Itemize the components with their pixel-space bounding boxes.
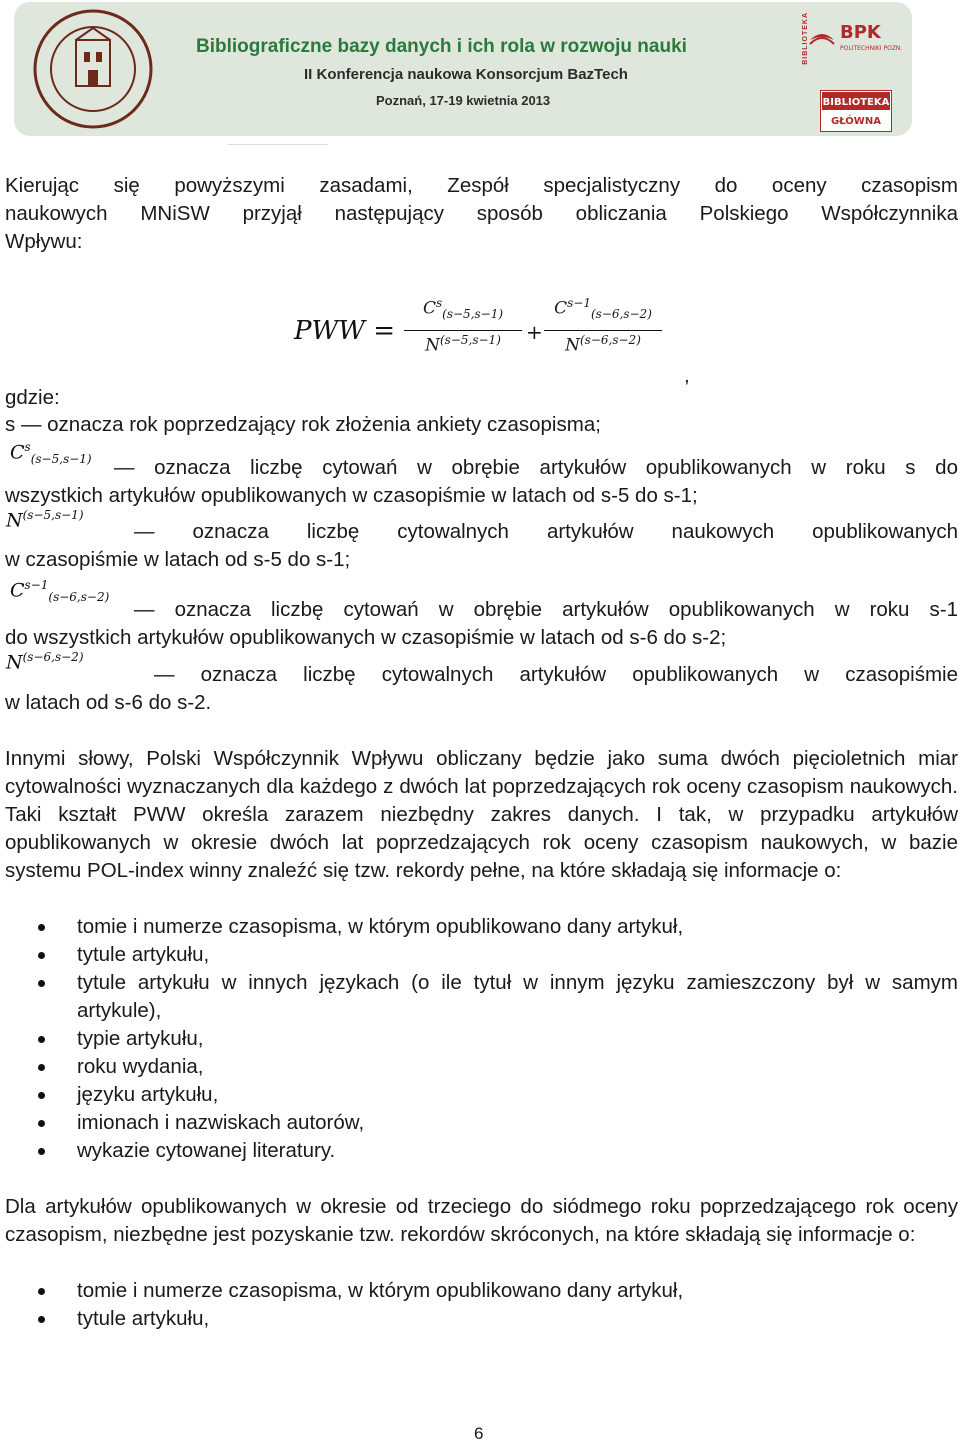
list-item: tytule artykułu, [0, 941, 958, 969]
frac2-denominator-symbol: N [565, 335, 580, 356]
c1-symbol: $C^s_{(s-5,s-1)}$ [10, 440, 92, 467]
c2-definition-line-1: — oznacza liczbę cytowań w obrębie artykułów opublikowanych w roku s-1 [134, 598, 958, 621]
intro-line-1: Kierując się powyższymi zasadami, Zespół specjalistyczny do oceny czasopism [5, 174, 958, 197]
svg-text:BIBLIOTEKA: BIBLIOTEKA [822, 97, 890, 108]
c1-definition-line-1: — oznacza liczbę cytowań w obrębie artykułów opublikowanych w roku s do [114, 456, 958, 479]
n2-symbol: $N^{(s-6,s-2)}$ [6, 650, 84, 674]
frac1-numerator-sub: (s−5,s−1) [442, 307, 504, 322]
c1-definition-line-2: wszystkich artykułów opublikowanych w czasopiśmie w latach od s-5 do s-1; [5, 484, 698, 507]
frac2-denominator-sup: (s−6,s−2) [580, 333, 641, 347]
list-item: języku artykułu, [0, 1081, 958, 1109]
n2-definition-line-2: w latach od s-6 do s-2. [5, 691, 212, 714]
list-item: imionach i nazwiskach autorów, [0, 1109, 958, 1137]
list-item: tytule artykułu w innych językach (o ile tytuł w innym języku zamieszczony był w samym artykule), [0, 969, 958, 1025]
list-item: typie artykułu, [0, 1025, 958, 1053]
conference-title: Bibliograficzne bazy danych i ich rola w rozwoju nauki [196, 36, 687, 57]
list-item: tomie i numerze czasopisma, w którym opublikowano dany artykuł, [0, 1277, 958, 1305]
frac2-numerator-sub: (s−6,s−2) [591, 307, 652, 322]
list-item: tytule artykułu, [0, 1305, 958, 1333]
c2-definition-line-2: do wszystkich artykułów opublikowanych w czasopiśmie w latach od s-6 do s-2; [5, 626, 727, 649]
bpk-logo [804, 10, 904, 70]
biblioteka-glowna-logo [820, 90, 892, 132]
intro-line-3: Wpływu: [5, 230, 83, 253]
s-definition: s — oznacza rok poprzedzający rok złożenia ankiety czasopisma; [5, 413, 601, 436]
frac1-denominator-sup: (s−5,s−1) [440, 333, 501, 347]
short-record-list [0, 1277, 958, 1333]
full-record-list [0, 913, 958, 1165]
header-divider [228, 144, 328, 145]
formula-trailing-comma: , [684, 364, 690, 387]
pww-formula [294, 296, 674, 366]
formula-lhs: PWW = [294, 316, 395, 346]
conference-subtitle: II Konferencja naukowa Konsorcjum BazTech [304, 66, 628, 83]
paragraph-short-records: Dla artykułów opublikowanych w okresie od trzeciego do siódmego roku poprzedzającego rok oceny czasopism, niezbędne jest pozyskanie tzw. rekordów skróconych, na które składają się informacje o: [5, 1195, 958, 1246]
c2-symbol: $C^{s-1}_{(s-6,s-2)}$ [10, 578, 110, 605]
list-item: roku wydania, [0, 1053, 958, 1081]
svg-text:BPK: BPK [840, 22, 881, 43]
frac2-numerator-symbol: C [554, 298, 568, 319]
gdzie-label: gdzie: [5, 386, 60, 409]
frac1-numerator-sup: s [435, 296, 443, 310]
formula-plus: + [526, 320, 543, 344]
list-item: tomie i numerze czasopisma, w którym opublikowano dany artykuł, [0, 913, 958, 941]
frac1-denominator-symbol: N [425, 335, 440, 356]
page-number: 6 [474, 1424, 484, 1443]
n1-definition-line-1: — oznacza liczbę cytowalnych artykułów naukowych opublikowanych [134, 520, 958, 543]
header-banner [14, 2, 912, 136]
svg-text:POLITECHNIKI POZN.: POLITECHNIKI POZN. [840, 45, 903, 52]
list-item: wykazie cytowanej literatury. [0, 1137, 958, 1165]
n2-definition-line-1: — oznacza liczbę cytowalnych artykułów opublikowanych w czasopiśmie [154, 663, 958, 686]
intro-line-2: naukowych MNiSW przyjął następujący sposób obliczania Polskiego Współczynnika [5, 202, 958, 225]
conference-dates: Poznań, 17-19 kwietnia 2013 [376, 93, 551, 108]
library-seal-logo [32, 8, 154, 130]
bpk-vertical-caption: BIBLIOTEKA [802, 12, 809, 65]
n1-symbol: $N^{(s-5,s-1)}$ [6, 508, 84, 532]
n1-definition-line-2: w czasopiśmie w latach od s-5 do s-1; [5, 548, 351, 571]
frac1-numerator-symbol: C [422, 298, 436, 319]
svg-text:GŁÓWNA: GŁÓWNA [831, 116, 881, 127]
frac2-numerator-sup: s−1 [567, 296, 591, 310]
paragraph-pww-scope: Innymi słowy, Polski Współczynnik Wpływu obliczany będzie jako suma dwóch pięcioletnich miar cytowalności wyznaczanych dla każdego z dwóch lat poprzedzających rok oceny czasopism naukowych. Taki kształt PWW określa zarazem niezbędny zakres danych. I tak, w przypadku artykułów opublikowanych w okresie dwóch lat poprzedzających rok oceny czasopism naukowych, w bazie systemu POL-index winny znaleźć się tzw. rekordy pełne, na które składają się informacje o: [5, 747, 958, 882]
